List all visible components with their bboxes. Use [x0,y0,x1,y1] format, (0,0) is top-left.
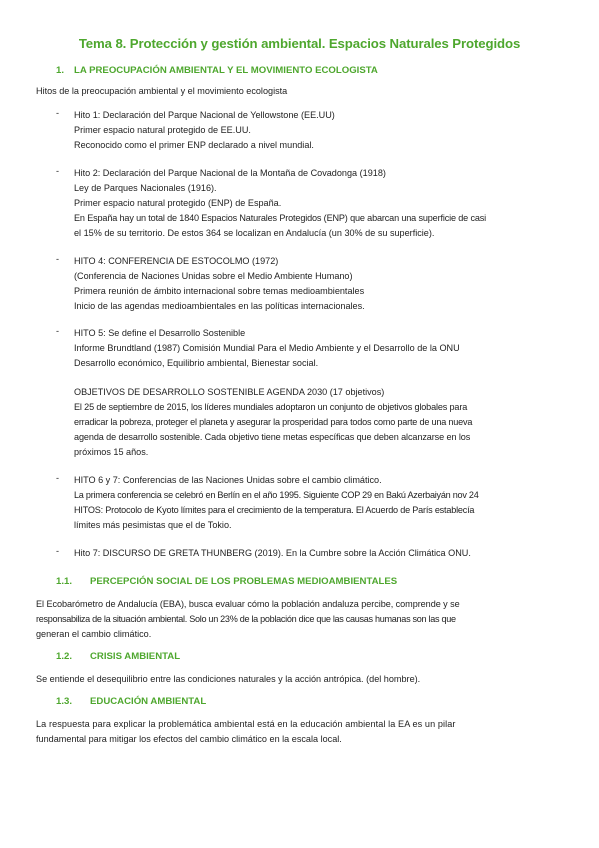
subsection-1-1-number: 1.1. [56,576,73,587]
subsection-1-2-number: 1.2. [56,651,73,662]
hito-6y7-line: La primera conferencia se celebró en Berlín en el año 1995. Siguiente COP 29 en Bakú Azerbaiyán nov 24 [74,490,479,500]
subsection-1-3-heading: EDUCACIÓN AMBIENTAL [90,696,207,707]
subsection-1-1-line: generan el cambio climático. [36,629,152,639]
hito-4-line: (Conferencia de Naciones Unidas sobre el Medio Ambiente Humano) [74,271,353,281]
hito-4-line: Inicio de las agendas medioambientales en las políticas internacionales. [74,301,365,311]
hito-2-line: Hito 2: Declaración del Parque Nacional de la Montaña de Covadonga (1918) [74,168,386,178]
ods-block [74,385,564,460]
page-title: Tema 8. Protección y gestión ambiental. Espacios Naturales Protegidos [78,36,521,51]
hito-2-line: Primer espacio natural protegido (ENP) de España. [74,198,282,208]
hito-6y7-line: HITO 6 y 7: Conferencias de las Naciones Unidas sobre el cambio climático. [74,475,382,485]
bullet-dash: - [56,166,60,176]
subsection-1-3-line: fundamental para mitigar los efectos del cambio climático en la escala local. [36,734,342,744]
hito-6y7-block [74,473,564,533]
subsection-1-3-line: La respuesta para explicar la problemática ambiental está en la educación ambiental la EA es un pilar [36,719,456,729]
hito-5-line: Desarrollo económico, Equilibrio ambiental, Bienestar social. [74,358,319,368]
bullet-dash: - [56,108,60,118]
subsection-1-1-line: responsabiliza de la situación ambiental. Solo un 23% de la población dice que las causas humanas son las que [36,614,456,624]
hito-7-line: Hito 7: DISCURSO DE GRETA THUNBERG (2019). En la Cumbre sobre la Acción Climática ONU. [74,548,471,558]
hito-1-line: Hito 1: Declaración del Parque Nacional de Yellowstone (EE.UU) [74,110,335,120]
section-1-number: 1. [56,65,65,76]
intro-text: Hitos de la preocupación ambiental y el movimiento ecologista [36,86,288,96]
hito-5-block [74,326,460,371]
ods-line: El 25 de septiembre de 2015, los líderes mundiales adoptaron un conjunto de objetivos globales para [74,402,468,412]
hito-4-line: HITO 4: CONFERENCIA DE ESTOCOLMO (1972) [74,256,279,266]
subsection-1-1-heading: PERCEPCIÓN SOCIAL DE LOS PROBLEMAS MEDIOAMBIENTALES [90,576,398,587]
hito-6y7-line: HITOS: Protocolo de Kyoto límites para el crecimiento de la temperatura. El Acuerdo de París establecía [74,505,475,515]
subsection-1-3-number: 1.3. [56,696,73,707]
bullet-dash: - [56,473,60,483]
hito-2-line: En España hay un total de 1840 Espacios Naturales Protegidos (ENP) que abarcan una superficie de casi [74,213,487,223]
hito-1-line: Primer espacio natural protegido de EE.UU. [74,125,251,135]
bullet-dash: - [56,546,60,556]
section-1-heading: LA PREOCUPACIÓN AMBIENTAL Y EL MOVIMIENTO ECOLOGISTA [74,65,378,76]
bullet-dash: - [56,254,60,264]
ods-line: erradicar la pobreza, proteger el planeta y asegurar la prosperidad para todos como parte de una nueva [74,417,473,427]
hito-4-line: Primera reunión de ámbito internacional sobre temas medioambientales [74,286,365,296]
hito-2-block [74,166,564,241]
hito-4-block [74,254,365,314]
subsection-1-1-text [36,597,564,642]
hito-6y7-line: límites más pesimistas que el de Tokio. [74,520,232,530]
hito-1-line: Reconocido como el primer ENP declarado a nivel mundial. [74,140,314,150]
subsection-1-2-text: Se entiende el desequilibrio entre las condiciones naturales y la acción antrópica. (del hombre). [36,674,421,684]
hito-2-line: Ley de Parques Nacionales (1916). [74,183,217,193]
hito-5-line: Informe Brundtland (1987) Comisión Mundial Para el Medio Ambiente y el Desarrollo de la ONU [74,343,460,353]
ods-line: próximos 15 años. [74,447,149,457]
hito-2-line: el 15% de su territorio. De estos 364 se localizan en Andalucía (un 30% de su superficie). [74,228,435,238]
hito-5-line: HITO 5: Se define el Desarrollo Sostenible [74,328,246,338]
hito-1-block [74,108,335,153]
bullet-dash: - [56,326,60,336]
subsection-1-1-line: El Ecobarómetro de Andalucía (EBA), busca evaluar cómo la población andaluza percibe, comprende y se [36,599,460,609]
ods-line: OBJETIVOS DE DESARROLLO SOSTENIBLE AGENDA 2030 (17 objetivos) [74,387,385,397]
ods-line: agenda de desarrollo sostenible. Cada objetivo tiene metas específicas que deben alcanzarse en los [74,432,471,442]
subsection-1-3-text [36,717,564,747]
subsection-1-2-heading: CRISIS AMBIENTAL [90,651,181,662]
